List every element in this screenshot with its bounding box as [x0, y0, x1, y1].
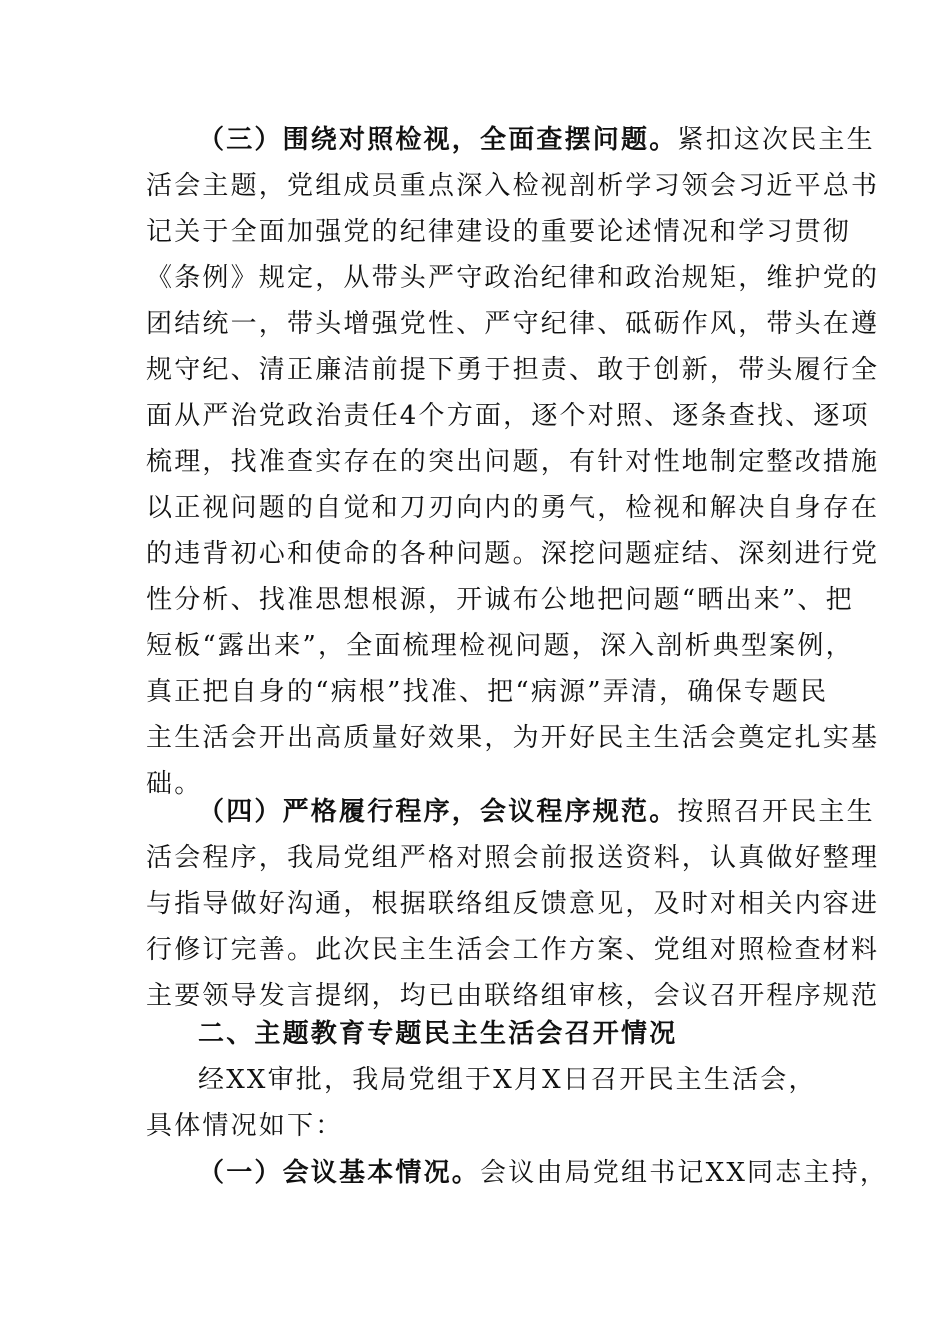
- paragraph-intro: [146, 1057, 817, 1149]
- paragraph-three-line: 梳理，找准查实存在的突出问题，有针对性地制定整改措施: [146, 447, 880, 477]
- paragraph-four-line: 活会程序，我局党组严格对照会前报送资料，认真做好整理: [146, 843, 880, 873]
- paragraph-four-line: 与指导做好沟通，根据联络组反馈意见，及时对相关内容进: [146, 889, 880, 919]
- paragraph-three-first-line: [146, 117, 875, 163]
- paragraph-one: [146, 1150, 889, 1196]
- paragraph-one-line: 会议由局党组书记XX同志主持，: [480, 1158, 889, 1188]
- paragraph-intro-line: 经XX审批，我局党组于X月X日召开民主生活会，: [198, 1065, 817, 1095]
- paragraph-three-line: 记关于全面加强党的纪律建设的重要论述情况和学习贯彻: [146, 217, 852, 247]
- paragraph-four-line: 行修订完善。此次民主生活会工作方案、党组对照检查材料: [146, 935, 880, 965]
- paragraph-four-line: 主要领导发言提纲，均已由联络组审核，会议召开程序规范: [146, 981, 880, 1011]
- paragraph-three-line: 以正视问题的自觉和刀刃向内的勇气，检视和解决自身存在: [146, 493, 880, 523]
- paragraph-three-line: 主生活会开出高质量好效果，为开好民主生活会奠定扎实基: [146, 723, 880, 753]
- paragraph-four-first-line: [146, 789, 875, 835]
- paragraph-one-heading: （一）会议基本情况。: [198, 1158, 481, 1188]
- paragraph-three-line: 《条例》规定，从带头严守政治纪律和政治规矩，维护党的: [146, 263, 880, 293]
- paragraph-three: [146, 117, 880, 807]
- paragraph-three-line: 规守纪、清正廉洁前提下勇于担责、敢于创新，带头履行全: [146, 355, 880, 385]
- paragraph-three-line: 础。: [146, 769, 203, 799]
- paragraph-intro-line: 具体情况如下：: [146, 1111, 344, 1141]
- paragraph-four: [146, 789, 880, 1019]
- paragraph-three-line: 真正把自身的“病根”找准、把“病源”弄清，确保专题民: [146, 677, 829, 707]
- paragraph-three-line: 团结统一，带头增强党性、严守纪律、砥砺作风，带头在遵: [146, 309, 880, 339]
- section-two: [146, 1011, 811, 1057]
- paragraph-three-line: 的违背初心和使命的各种问题。深挖问题症结、深刻进行党: [146, 539, 880, 569]
- paragraph-one-first-line: [146, 1150, 889, 1196]
- paragraph-three-heading: （三）围绕对照检视，全面查摆问题。: [198, 125, 678, 155]
- paragraph-three-line: 面从严治党政治责任4个方面，逐个对照、逐条查找、逐项: [146, 401, 870, 431]
- paragraph-three-line: 活会主题，党组成员重点深入检视剖析学习领会习近平总书: [146, 171, 880, 201]
- section-two-heading: 二、主题教育专题民主生活会召开情况: [198, 1019, 678, 1049]
- paragraph-four-heading: （四）严格履行程序，会议程序规范。: [198, 797, 678, 827]
- paragraph-three-line: 性分析、找准思想根源，开诚布公地把问题“晒出来”、把: [146, 585, 854, 615]
- paragraph-four-line: 按照召开民主生: [677, 797, 875, 827]
- paragraph-three-line: 短板“露出来”，全面梳理检视问题，深入剖析典型案例，: [146, 631, 854, 661]
- paragraph-three-line: 紧扣这次民主生: [677, 125, 875, 155]
